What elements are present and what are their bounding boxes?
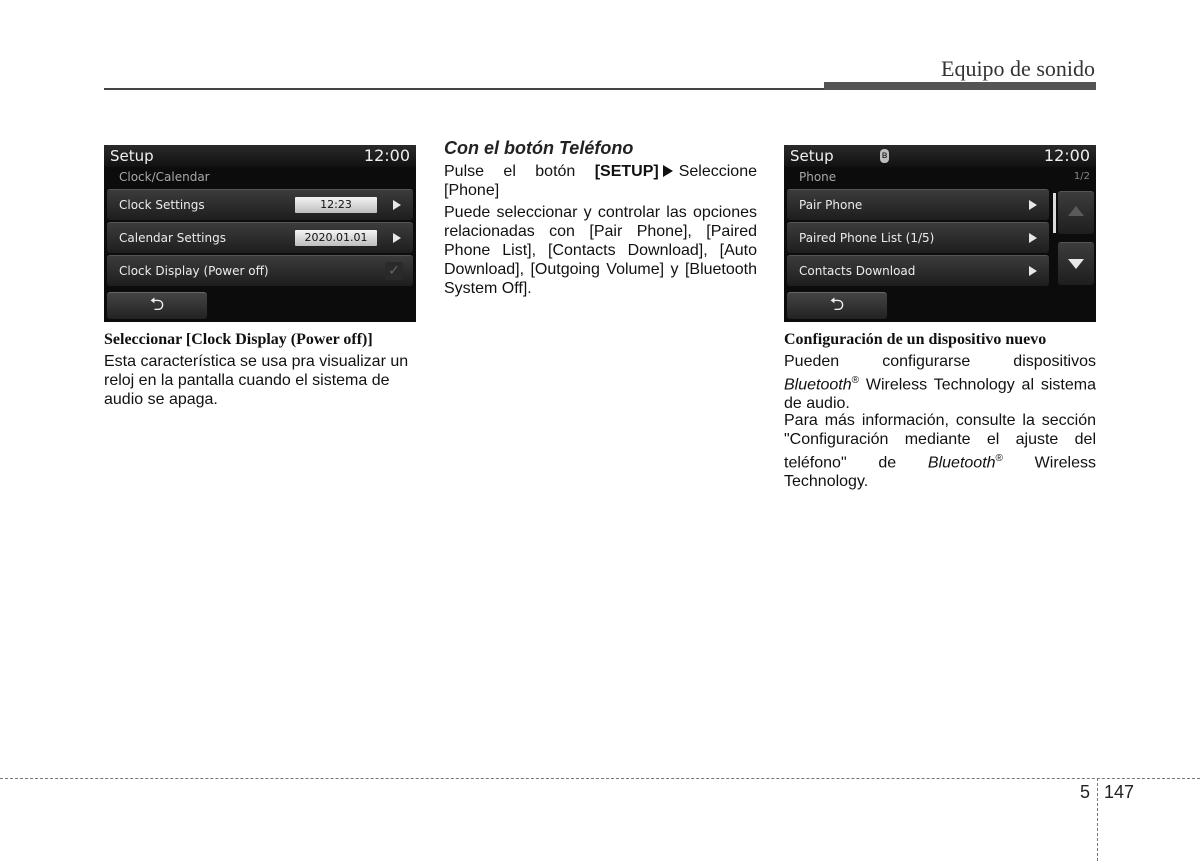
arrow-right-icon xyxy=(1029,200,1037,210)
p2-text-pre: Para más información, consulte la sección "Configuración mediante el ajuste del teléfono" de xyxy=(784,412,1096,472)
screen-clock: 12:00 xyxy=(1043,146,1090,165)
footer-rule xyxy=(0,778,1200,779)
arrow-right-icon xyxy=(393,233,401,243)
phone-setup-screen xyxy=(784,145,1096,322)
checkbox-icon[interactable]: ✓ xyxy=(385,262,403,280)
footer-divider xyxy=(1097,778,1098,861)
arrow-right-icon xyxy=(663,165,673,177)
screen-subtitle: Clock/Calendar xyxy=(119,170,210,184)
clock-settings-row[interactable] xyxy=(107,189,413,220)
p1-text-pre: Pulse el botón xyxy=(444,163,595,180)
middle-paragraph-1 xyxy=(444,162,757,200)
registered-mark: ® xyxy=(851,375,859,386)
screen-clock: 12:00 xyxy=(363,146,410,165)
row-label: Contacts Download xyxy=(799,264,916,278)
row-label: Pair Phone xyxy=(799,198,863,212)
page-number: 147 xyxy=(1104,782,1135,802)
arrow-right-icon xyxy=(1029,266,1037,276)
setup-key-label: [SETUP] xyxy=(594,163,659,180)
clock-calendar-screen xyxy=(104,145,416,322)
clock-display-row[interactable] xyxy=(107,255,413,286)
arrow-right-icon xyxy=(1029,233,1037,243)
p1-text-pre: Pueden configurarse dispositivos xyxy=(784,353,1096,370)
bluetooth-term: Bluetooth xyxy=(784,376,852,394)
section-number: 5 xyxy=(1080,782,1091,802)
registered-mark: ® xyxy=(995,453,1003,464)
bluetooth-icon: ʙ xyxy=(881,150,888,161)
right-paragraph-2 xyxy=(784,411,1096,491)
row-label: Clock Settings xyxy=(119,198,205,212)
section-heading: Con el botón Teléfono xyxy=(444,138,634,158)
screen-title: Setup xyxy=(790,147,834,165)
screen-title: Setup xyxy=(110,147,154,165)
screen-subtitle: Phone xyxy=(799,170,837,184)
scroll-up-button[interactable] xyxy=(1058,191,1094,234)
arrow-right-icon xyxy=(393,200,401,210)
back-button[interactable]: ⮌ xyxy=(787,292,887,319)
clock-value-field: 12:23 xyxy=(295,197,377,213)
back-button[interactable]: ⮌ xyxy=(107,292,207,319)
row-label: Paired Phone List (1/5) xyxy=(799,231,935,245)
header-title: Equipo de sonido xyxy=(941,56,1095,81)
right-caption: Configuración de un dispositivo nuevo xyxy=(784,331,1047,348)
p1-text-post: Wireless Technology al sistema de audio. xyxy=(784,376,1096,413)
page-indicator: 1/2 xyxy=(1073,171,1090,182)
scrollbar[interactable] xyxy=(1053,193,1056,233)
left-paragraph: Esta característica se usa pra visualizar un reloj en la pantalla cuando el sistema de audio se apaga. xyxy=(104,353,409,408)
row-label: Calendar Settings xyxy=(119,231,226,245)
middle-paragraph-2: Puede seleccionar y controlar las opciones relacionadas con [Pair Phone], [Paired Phone List], [Contacts Download], [Auto Download], [Outgoing Volume] y [Bluetooth System Off]. xyxy=(444,204,757,297)
p1-text-post: Seleccione [Phone] xyxy=(444,163,757,199)
bluetooth-term: Bluetooth xyxy=(927,454,996,472)
right-paragraph-1 xyxy=(784,352,1096,413)
calendar-value-field: 2020.01.01 xyxy=(295,230,377,246)
pair-phone-row[interactable] xyxy=(787,189,1049,220)
p2-text-post: Wireless Technology. xyxy=(784,454,1096,491)
header-accent-bar xyxy=(824,82,1096,90)
header-rule xyxy=(104,88,824,90)
contacts-download-row[interactable] xyxy=(787,255,1049,286)
paired-phone-list-row[interactable] xyxy=(787,222,1049,253)
scroll-down-button[interactable] xyxy=(1058,242,1094,285)
left-caption: Seleccionar [Clock Display (Power off)] xyxy=(104,331,373,348)
row-label: Clock Display (Power off) xyxy=(119,264,269,278)
calendar-settings-row[interactable] xyxy=(107,222,413,253)
